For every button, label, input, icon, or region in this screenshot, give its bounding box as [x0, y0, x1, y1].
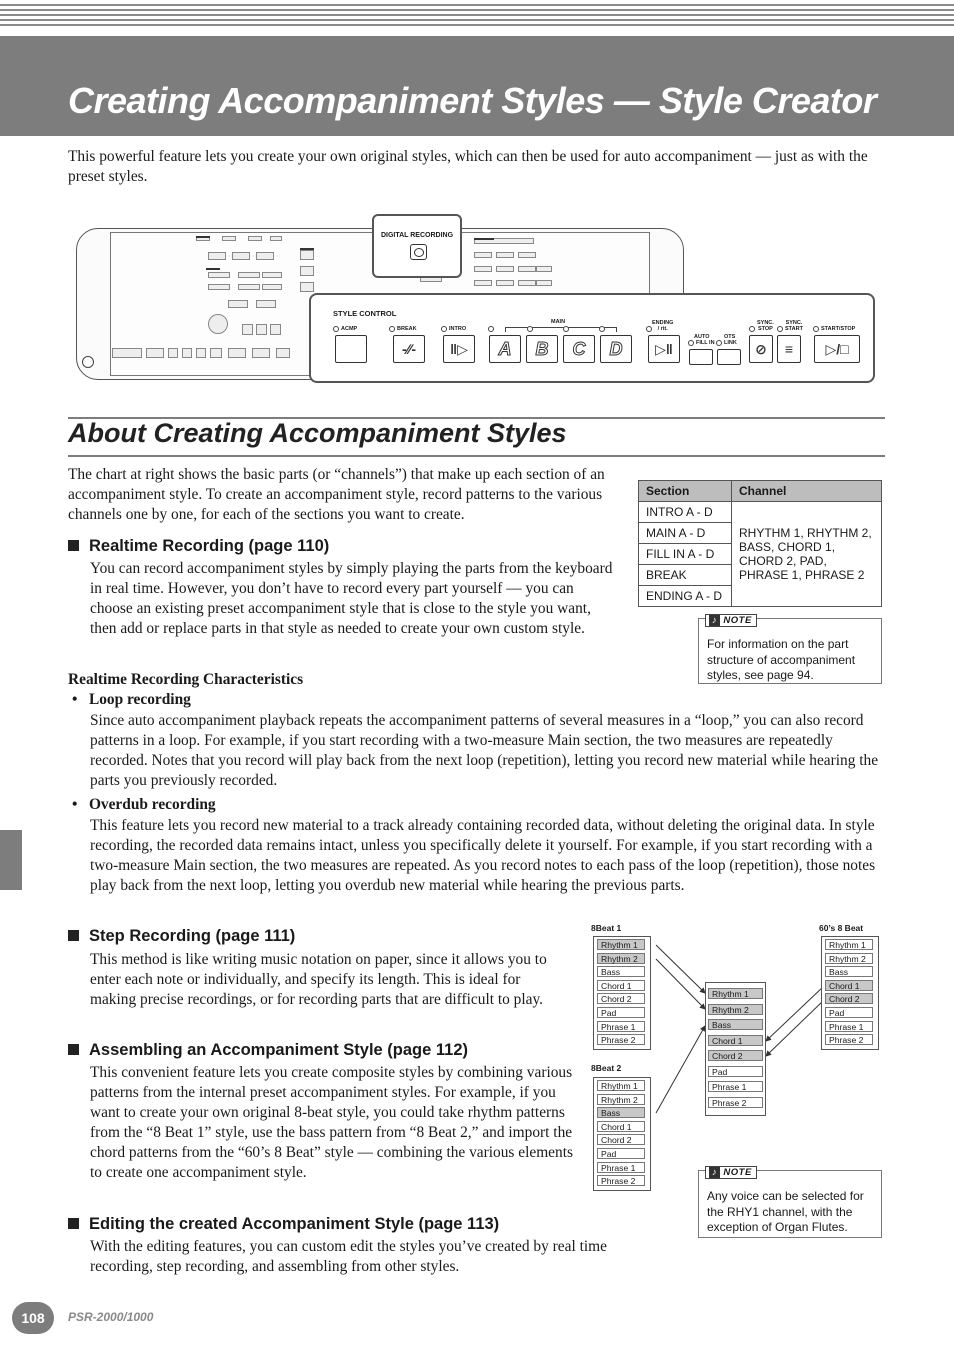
- main-d-button[interactable]: D: [600, 335, 632, 363]
- note-box-part-structure: [698, 615, 882, 684]
- diagram-item-60s: Rhythm 1: [825, 939, 873, 950]
- table-cell-channels: RHYTHM 1, RHYTHM 2, BASS, CHORD 1, CHORD 2, PAD, PHRASE 1, PHRASE 2: [732, 502, 882, 607]
- note-text: Any voice can be selected for the RHY1 channel, with the exception of Organ Flutes.: [707, 1189, 864, 1234]
- panel-detail: [252, 348, 270, 358]
- diagram-item-new: Bass: [708, 1019, 763, 1030]
- chapter-side-tab: [0, 830, 22, 890]
- start-stop-icon: ▷/□: [825, 340, 849, 357]
- ending-button[interactable]: [648, 335, 680, 363]
- diagram-item-60s: Chord 2: [825, 993, 873, 1004]
- keyboard-knob-icon: [82, 356, 94, 368]
- square-bullet-icon: [68, 930, 79, 941]
- panel-detail: [496, 280, 514, 286]
- diagram-item-8beat2: Phrase 1: [597, 1162, 645, 1173]
- break-icon: -∕∕-: [402, 341, 416, 357]
- ots-label-line1: OTS: [724, 334, 736, 340]
- sync-start-button[interactable]: [777, 335, 801, 363]
- diagram-item-8beat2: Rhythm 1: [597, 1080, 645, 1091]
- diagram-item-new: Rhythm 1: [708, 988, 763, 999]
- diagram-caption-8beat2: 8Beat 2: [591, 1063, 622, 1073]
- sync-stop-label: [757, 320, 774, 332]
- panel-detail: [228, 300, 248, 308]
- arrow-bass: [656, 1026, 705, 1113]
- break-button[interactable]: [393, 335, 425, 363]
- panel-detail: [536, 280, 552, 286]
- main-b-led: [527, 326, 533, 332]
- panel-detail: [146, 348, 164, 358]
- diagram-item-8beat1: Phrase 2: [597, 1034, 645, 1045]
- auto-fill-led: [688, 340, 694, 346]
- panel-detail: [300, 282, 314, 292]
- step-heading: [68, 927, 295, 946]
- diagram-item-new: Phrase 2: [708, 1097, 763, 1108]
- keyboard-dial-icon: [208, 314, 228, 334]
- panel-detail: [518, 280, 536, 286]
- diagram-item-new: Chord 2: [708, 1050, 763, 1061]
- panel-detail: [168, 348, 178, 358]
- loop-recording-body: Since auto accompaniment playback repeats the accompaniment patterns of several measures in a “loop,” you can also record patterns in a loop. For example, if you start recording with a two-measure Main section, the two measures are repeatedly recorded. Notes that you record will play back from the next loop (repetition), letting you record new material while hearing the parts you previously recorded.: [90, 712, 879, 789]
- editing-heading: [68, 1215, 499, 1234]
- panel-detail: [256, 300, 276, 308]
- main-a-button[interactable]: A: [489, 335, 521, 363]
- main-b-button[interactable]: B: [526, 335, 558, 363]
- diagram-item-8beat2: Phrase 2: [597, 1175, 645, 1186]
- diagram-item-8beat2: Chord 1: [597, 1121, 645, 1132]
- header-stripes: [0, 0, 954, 30]
- square-bullet-icon: [68, 540, 79, 551]
- panel-detail-dark: [474, 238, 494, 240]
- panel-detail: [182, 348, 192, 358]
- panel-detail: [474, 280, 492, 286]
- panel-detail: [270, 324, 281, 335]
- diagram-item-8beat1: Chord 2: [597, 993, 645, 1004]
- panel-detail: [276, 348, 290, 358]
- square-bullet-icon: [68, 1044, 79, 1055]
- table-header-section: Section: [639, 481, 732, 502]
- arrow-rhythm1: [656, 945, 705, 993]
- diagram-item-new: Rhythm 2: [708, 1004, 763, 1015]
- main-label: MAIN: [551, 319, 566, 325]
- diagram-item-8beat1: Rhythm 1: [597, 939, 645, 950]
- panel-detail: [228, 348, 246, 358]
- break-label: BREAK: [397, 326, 417, 332]
- diagram-item-60s: Rhythm 2: [825, 953, 873, 964]
- acmp-button[interactable]: [335, 335, 367, 363]
- diagram-item-8beat1: Chord 1: [597, 980, 645, 991]
- panel-detail: [238, 272, 260, 278]
- diagram-item-8beat1: Rhythm 2: [597, 953, 645, 964]
- style-control-callout: [309, 293, 875, 383]
- main-d-led: [599, 326, 605, 332]
- panel-detail: [208, 252, 226, 260]
- section-title: About Creating Accompaniment Styles: [68, 418, 567, 448]
- panel-detail: [232, 252, 250, 260]
- panel-detail: [238, 284, 260, 290]
- panel-detail: [210, 348, 222, 358]
- ots-led: [716, 340, 722, 346]
- intro-paragraph: This powerful feature lets you create your own original styles, which can then be used for auto accompaniment — just as with the preset styles.: [68, 148, 868, 185]
- panel-detail: [518, 252, 536, 258]
- arrow-rhythm2: [656, 959, 705, 1009]
- table-cell-section: MAIN A - D: [639, 523, 732, 544]
- table-header-row: [639, 481, 882, 502]
- assemble-heading-text: Assembling an Accompaniment Style (page 112): [89, 1041, 469, 1059]
- step-body: This method is like writing music notation on paper, since it allows you to enter each note or individually, and specify its length. This is ideal for making precise recordings, or for recording parts that are difficult to play.: [90, 951, 547, 1008]
- main-c-led: [563, 326, 569, 332]
- diagram-item-8beat1: Pad: [597, 1007, 645, 1018]
- style-control-label: STYLE CONTROL: [333, 309, 397, 318]
- panel-detail: [300, 266, 314, 276]
- diagram-item-8beat2: Chord 2: [597, 1134, 645, 1145]
- panel-detail: [300, 250, 314, 260]
- realtime-characteristics-heading: Realtime Recording Characteristics: [68, 671, 304, 688]
- step-heading-text: Step Recording (page 111): [89, 927, 296, 945]
- panel-detail-dark: [196, 236, 210, 238]
- note-badge-label: NOTE: [723, 1167, 752, 1178]
- panel-detail: [262, 272, 282, 278]
- note-badge: [705, 614, 757, 627]
- panel-detail: [256, 252, 274, 260]
- panel-detail-dark: [300, 248, 314, 250]
- assemble-body: This convenient feature lets you create composite styles by combining various patterns from the internal preset accompaniment styles. For example, if you want to create your own original 8-beat style, you could take rhythm patterns from the “8 Beat 1” style, use the bass pattern from “8 Beat 2,” and import the chord patterns from the “60’s 8 Beat” style — combining the various elements to create one accompaniment style.: [90, 1064, 573, 1181]
- sync-start-label-line1: SYNC.: [785, 320, 803, 326]
- sync-start-label-line2: START: [785, 326, 803, 332]
- intro-label: INTRO: [449, 326, 467, 332]
- panel-detail: [474, 252, 492, 258]
- diagram-item-8beat2: Bass: [597, 1107, 645, 1118]
- model-name: PSR-2000/1000: [68, 1310, 154, 1324]
- overdub-recording-body: This feature lets you record new material to a track already containing recorded data, without deleting the original data. In style recording, the recorded data remains intact, unless you specifically delete it yourself. For example, if you start recording with a two-measure Main section, the two measures are repeated. As you record notes to each pass of the loop (repetition), those notes play back from the next loop, letting you overdub new material while hearing the previous parts.: [90, 817, 876, 894]
- panel-detail: [496, 266, 514, 272]
- main-c-button[interactable]: C: [563, 335, 595, 363]
- auto-fill-button[interactable]: [689, 349, 713, 365]
- diagram-item-60s: Phrase 2: [825, 1034, 873, 1045]
- panel-detail: [196, 348, 206, 358]
- intro-icon: ‖▷: [450, 340, 468, 357]
- diagram-item-new: Chord 1: [708, 1035, 763, 1046]
- start-stop-button[interactable]: [814, 335, 860, 363]
- diagram-item-new: Phrase 1: [708, 1081, 763, 1092]
- diagram-item-8beat2: Pad: [597, 1148, 645, 1159]
- note-icon: ♪: [709, 1167, 720, 1178]
- panel-detail: [536, 266, 552, 272]
- realtime-heading: [68, 537, 329, 556]
- note-icon: ♪: [709, 615, 720, 626]
- ots-label-line2: LINK: [724, 340, 737, 346]
- panel-detail: [262, 284, 282, 290]
- sync-start-led: [777, 326, 783, 332]
- assembling-diagram: [588, 918, 888, 1198]
- note-badge-label: NOTE: [723, 615, 752, 626]
- arrow-chord2: [766, 1000, 824, 1056]
- diagram-item-new: Pad: [708, 1066, 763, 1077]
- acmp-label: ACMP: [341, 326, 358, 332]
- acmp-led: [333, 326, 339, 332]
- panel-detail: [112, 348, 142, 358]
- sync-stop-label-line1: SYNC.: [757, 320, 774, 326]
- panel-detail: [496, 252, 514, 258]
- intro-led: [441, 326, 447, 332]
- ending-icon: ▷‖: [655, 340, 673, 357]
- table-row: [639, 502, 882, 523]
- diagram-item-60s: Bass: [825, 966, 873, 977]
- diagram-item-8beat1: Bass: [597, 966, 645, 977]
- panel-detail: [208, 284, 230, 290]
- panel-detail: [518, 266, 536, 272]
- panel-detail: [248, 236, 262, 241]
- intro-button[interactable]: [443, 335, 475, 363]
- editing-heading-text: Editing the created Accompaniment Style (page 113): [89, 1215, 500, 1233]
- diagram-item-60s: Chord 1: [825, 980, 873, 991]
- panel-detail: [242, 324, 253, 335]
- ending-label-line1: ENDING: [652, 320, 674, 326]
- panel-detail: [270, 236, 282, 241]
- loop-recording-bullet: • Loop recording: [72, 691, 191, 708]
- table-header-channel: Channel: [732, 481, 882, 502]
- panel-detail: [208, 272, 230, 278]
- auto-fill-label-line2: FILL IN: [696, 340, 715, 346]
- ots-link-button[interactable]: [717, 349, 741, 365]
- page-title: Creating Accompaniment Styles — Style Creator: [68, 80, 877, 121]
- sync-stop-button[interactable]: [749, 335, 773, 363]
- section-rule-bottom: [68, 455, 885, 457]
- digital-recording-callout: [372, 214, 462, 278]
- sections-channels-table: [638, 480, 882, 607]
- section-intro: The chart at right shows the basic parts (or “channels”) that make up each section of an accompaniment style. To create an accompaniment style, record patterns to the various channels one by one, for each of the sections you want to create.: [68, 466, 605, 523]
- diagram-item-8beat1: Phrase 1: [597, 1021, 645, 1032]
- note-box-rhy1: [698, 1167, 882, 1238]
- diagram-caption-60s-8beat: 60’s 8 Beat: [819, 923, 864, 933]
- diagram-caption-8beat1: 8Beat 1: [591, 923, 622, 933]
- diagram-item-60s: Phrase 1: [825, 1021, 873, 1032]
- note-badge: [705, 1166, 757, 1179]
- square-bullet-icon: [68, 1218, 79, 1229]
- sync-start-label: [785, 320, 803, 332]
- sync-stop-led: [749, 326, 755, 332]
- sync-start-icon: ≡: [784, 341, 794, 357]
- table-cell-section: ENDING A - D: [639, 586, 732, 607]
- page-number: 108: [12, 1302, 54, 1334]
- diagram-item-8beat2: Rhythm 2: [597, 1094, 645, 1105]
- auto-fill-label-line1: AUTO: [694, 334, 710, 340]
- ending-label: [652, 320, 673, 332]
- sync-stop-label-line2: STOP: [757, 326, 773, 332]
- diagram-item-60s: Pad: [825, 1007, 873, 1018]
- arrow-chord1: [766, 986, 824, 1041]
- ending-label-line2: / rit.: [657, 326, 668, 332]
- realtime-heading-text: Realtime Recording (page 110): [89, 537, 330, 555]
- panel-detail: [474, 266, 492, 272]
- overdub-recording-title: Overdub recording: [88, 796, 216, 813]
- table-cell-section: FILL IN A - D: [639, 544, 732, 565]
- sync-stop-icon: ⊘: [755, 340, 767, 357]
- table-cell-section: INTRO A - D: [639, 502, 732, 523]
- assemble-heading: [68, 1041, 468, 1060]
- loop-recording-title: Loop recording: [88, 691, 191, 708]
- panel-detail-dark: [206, 268, 220, 270]
- panel-detail: [256, 324, 267, 335]
- note-text: For information on the part structure of accompaniment styles, see page 94.: [707, 637, 856, 682]
- editing-body: With the editing features, you can custom edit the styles you’ve created by real time recording, step recording, and assembling from other styles.: [90, 1238, 607, 1275]
- digital-recording-label: DIGITAL RECORDING: [380, 232, 454, 239]
- table-cell-section: BREAK: [639, 565, 732, 586]
- start-stop-label: START/STOP: [821, 326, 856, 332]
- overdub-recording-bullet: • Overdub recording: [72, 796, 216, 813]
- panel-detail: [222, 236, 236, 241]
- break-led: [389, 326, 395, 332]
- realtime-body: You can record accompaniment styles by simply playing the parts from the keyboard in real time. However, you don’t have to record every part yourself — you can choose an existing preset accompaniment style that is close to the style you want, then add or replace parts in that style as needed to create your own custom style.: [90, 560, 613, 637]
- main-a-led: [488, 326, 494, 332]
- digital-recording-button[interactable]: [410, 244, 427, 260]
- start-stop-led: [813, 326, 819, 332]
